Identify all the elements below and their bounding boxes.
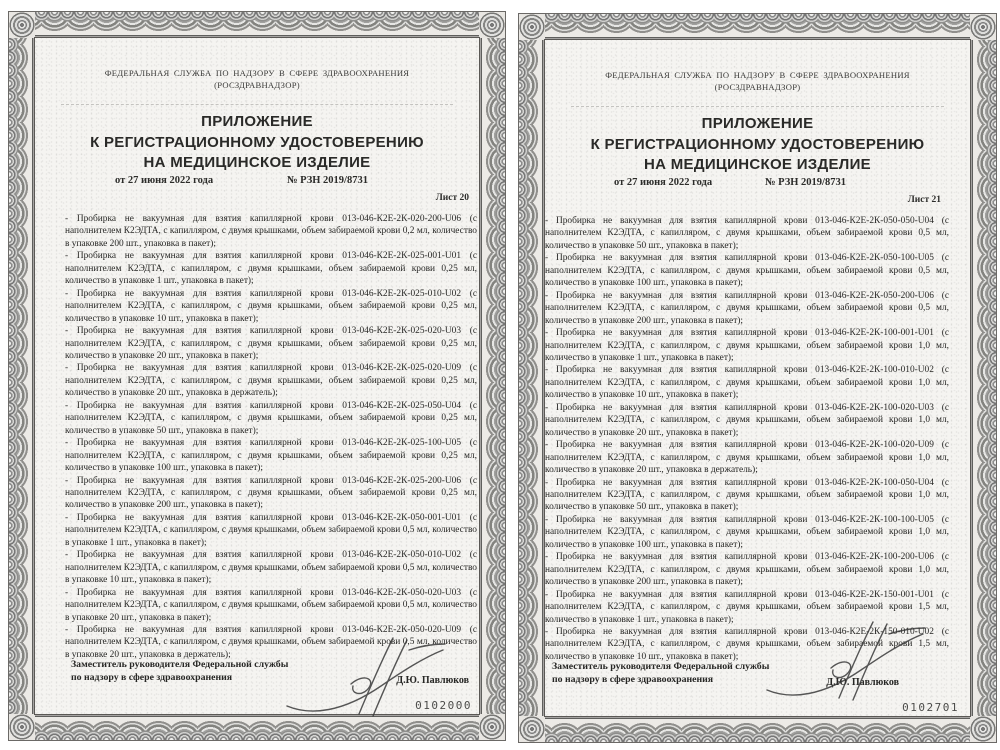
item-entry: - Пробирка не вакуумная для взятия капиллярной крови 013-046-К2Е-2К-020-200-U06 (с наполнителем К2ЭДТА, с капилляром, с двумя крышками, объем забираемой крови 0,2 мл, количество в упаковке 200 шт., упаковка в пакет); [65,214,477,249]
org-name: ФЕДЕРАЛЬНАЯ СЛУЖБА ПО НАДЗОРУ В СФЕРЕ ЗДРАВООХРАНЕНИЯ [104,68,410,78]
item-list [65,213,477,661]
item-entry: - Пробирка не вакуумная для взятия капиллярной крови 013-046-К2Е-2К-025-020-U03 (с наполнителем К2ЭДТА, с капилляром, с двумя крышками, объем забираемой крови 0,25 мл, количество в упаковке 20 шт., упаковка в пакет); [65,326,477,361]
item-entry: - Пробирка не вакуумная для взятия капиллярной крови 013-046-К2Е-2К-050-010-U02 (с наполнителем К2ЭДТА, с капилляром, с двумя крышками, объем забираемой крови 0,5 мл, количество в упаковке 10 шт., упаковка в пакет); [65,550,477,586]
item-entry: - Пробирка не вакуумная для взятия капиллярной крови 013-046-К2Е-2К-100-001-U01 (с наполнителем К2ЭДТА, с капилляром, с двумя крышками, объем забираемой крови 1,0 мл, количество в упаковке 1 шт., упаковка в пакет); [545,328,949,363]
sheet-number: Лист 20 [435,193,469,203]
appendix-title [539,114,976,176]
item-entry: - Пробирка не вакуумная для взятия капиллярной крови 013-046-К2Е-2К-025-020-U09 (с наполнителем К2ЭДТА, с капилляром, с двумя крышками, объем забираемой крови 0,25 мл, количество в упаковке 20 шт., упаковка в держатель); [65,363,477,399]
signatory-role [71,659,288,684]
item-entry: - Пробирка не вакуумная для взятия капиллярной крови 013-046-К2Е-2К-150-001-U01 (с наполнителем К2ЭДТА, с капилляром, с двумя крышками, объем забираемой крови 1,5 мл, количество в упаковке 1 шт., упаковка в пакет); [545,589,949,625]
certificate-date: от 27 июня 2022 года [115,175,214,186]
header-divider [61,104,453,105]
serial-number: 0102701 [902,701,959,714]
signatory-role-line1: Заместитель руководителя Федеральной службы [71,659,289,670]
item-entry: - Пробирка не вакуумная для взятия капиллярной крови 013-046-К2Е-2К-100-050-U04 (с наполнителем К2ЭДТА, с капилляром, с двумя крышками, объем забираемой крови 1,0 мл, количество в упаковке 50 шт., упаковка в пакет); [545,477,949,513]
certificate-page-right [518,13,997,743]
page-content [9,12,505,740]
item-entry: - Пробирка не вакуумная для взятия капиллярной крови 013-046-К2Е-2К-050-020-U09 (с наполнителем К2ЭДТА, с капилляром, с двумя крышками, объем забираемой крови 0,5 мл, количество в упаковке 20 шт., упаковка в держатель); [65,624,477,660]
item-list [545,215,949,663]
certificate-meta-row [9,175,505,189]
certificate-number: № РЗН 2019/8731 [287,175,368,186]
org-abbr: (РОСЗДРАВНАДЗОР) [214,80,300,90]
signatory-name: Д.Ю. Павлюков [826,677,899,688]
org-name: ФЕДЕРАЛЬНАЯ СЛУЖБА ПО НАДЗОРУ В СФЕРЕ ЗДРАВООХРАНЕНИЯ [605,70,910,80]
title-line-3: НА МЕДИЦИНСКОЕ ИЗДЕЛИЕ [143,154,371,171]
serial-number: 0102000 [415,699,472,712]
page-content [519,14,996,742]
signatory-role-line2: по надзору в сфере здравоохранения [71,671,233,683]
handwritten-signature-icon [761,612,931,704]
certificate-number: № РЗН 2019/8731 [765,177,846,188]
item-entry: - Пробирка не вакуумная для взятия капиллярной крови 013-046-К2Е-2К-025-200-U06 (с наполнителем К2ЭДТА, с капилляром, с двумя крышками, объем забираемой крови 0,25 мл, количество в упаковке 200 шт., упаковка в пакет); [65,475,477,511]
org-abbr: (РОСЗДРАВНАДЗОР) [714,82,801,92]
item-entry: - Пробирка не вакуумная для взятия капиллярной крови 013-046-К2Е-2К-025-001-U01 (с наполнителем К2ЭДТА, с капилляром, с двумя крышками, объем забираемой крови 0,25 мл, количество в упаковке 1 шт., упаковка в пакет); [65,251,477,287]
item-entry: - Пробирка не вакуумная для взятия капиллярной крови 013-046-К2Е-2К-025-050-U04 (с наполнителем К2ЭДТА, с капилляром, с двумя крышками, объем забираемой крови 0,25 мл, количество в упаковке 50 шт., упаковка в пакет); [65,400,477,436]
sheet-number: Лист 21 [907,195,941,205]
item-entry: - Пробирка не вакуумная для взятия капиллярной крови 013-046-К2Е-2К-025-010-U02 (с наполнителем К2ЭДТА, с капилляром, с двумя крышками, объем забираемой крови 0,25 мл, количество в упаковке 10 шт., упаковка в пакет); [65,288,477,324]
certificate-date: от 27 июня 2022 года [614,177,713,188]
item-entry: - Пробирка не вакуумная для взятия капиллярной крови 013-046-К2Е-2К-100-100-U05 (с наполнителем К2ЭДТА, с капилляром, с двумя крышками, объем забираемой крови 1,0 мл, количество в упаковке 100 шт., упаковка в пакет); [545,514,949,550]
item-entry: - Пробирка не вакуумная для взятия капиллярной крови 013-046-К2Е-2К-050-100-U05 (с наполнителем К2ЭДТА, с капилляром, с двумя крышками, объем забираемой крови 0,5 мл, количество в упаковке 100 шт., упаковка в пакет); [545,253,949,289]
item-entry: - Пробирка не вакуумная для взятия капиллярной крови 013-046-К2Е-2К-100-020-U09 (с наполнителем К2ЭДТА, с капилляром, с двумя крышками, объем забираемой крови 1,0 мл, количество в упаковке 20 шт., упаковка в держатель); [545,440,949,476]
item-entry: - Пробирка не вакуумная для взятия капиллярной крови 013-046-К2Е-2К-100-200-U06 (с наполнителем К2ЭДТА, с капилляром, с двумя крышками, объем забираемой крови 1,0 мл, количество в упаковке 200 шт., упаковка в пакет); [545,552,949,588]
signatory-role [552,661,769,686]
signatory-role-line1: Заместитель руководителя Федеральной службы [552,661,770,672]
item-entry: - Пробирка не вакуумная для взятия капиллярной крови 013-046-К2Е-2К-100-020-U03 (с наполнителем К2ЭДТА, с капилляром, с двумя крышками, объем забираемой крови 1,0 мл, количество в упаковке 20 шт., упаковка в пакет); [545,402,949,438]
title-line-1: ПРИЛОЖЕНИЕ [201,113,313,130]
item-entry: - Пробирка не вакуумная для взятия капиллярной крови 013-046-К2Е-2К-150-010-U02 (с наполнителем К2ЭДТА, с капилляром, с двумя крышками, объем забираемой крови 1,5 мл, количество в упаковке 10 шт., упаковка в пакет); [545,626,949,662]
item-entry: - Пробирка не вакуумная для взятия капиллярной крови 013-046-К2Е-2К-050-050-U04 (с наполнителем К2ЭДТА, с капилляром, с двумя крышками, объем забираемой крови 0,5 мл, количество в упаковке 50 шт., упаковка в пакет); [545,216,949,251]
certificate-meta-row [519,177,996,191]
title-line-1: ПРИЛОЖЕНИЕ [701,115,814,132]
item-entry: - Пробирка не вакуумная для взятия капиллярной крови 013-046-К2Е-2К-050-020-U03 (с наполнителем К2ЭДТА, с капилляром, с двумя крышками, объем забираемой крови 0,5 мл, количество в упаковке 20 шт., упаковка в пакет); [65,587,477,623]
signatory-role-line2: по надзору в сфере здравоохранения [552,673,714,685]
header-divider [571,106,944,107]
item-entry: - Пробирка не вакуумная для взятия капиллярной крови 013-046-К2Е-2К-025-100-U05 (с наполнителем К2ЭДТА, с капилляром, с двумя крышками, объем забираемой крови 0,25 мл, количество в упаковке 100 шт., упаковка в пакет); [65,438,477,474]
appendix-title [29,112,485,174]
handwritten-signature-icon [281,628,451,720]
item-entry: - Пробирка не вакуумная для взятия капиллярной крови 013-046-К2Е-2К-050-200-U06 (с наполнителем К2ЭДТА, с капилляром, с двумя крышками, объем забираемой крови 0,5 мл, количество в упаковке 200 шт., упаковка в пакет); [545,290,949,326]
title-line-2: К РЕГИСТРАЦИОННОМУ УДОСТОВЕРЕНИЮ [590,135,925,153]
title-line-2: К РЕГИСТРАЦИОННОМУ УДОСТОВЕРЕНИЮ [90,133,424,151]
item-entry: - Пробирка не вакуумная для взятия капиллярной крови 013-046-К2Е-2К-050-001-U01 (с наполнителем К2ЭДТА, с капилляром, с двумя крышками, объем забираемой крови 0,5 мл, количество в упаковке 1 шт., упаковка в пакет); [65,512,477,548]
certificate-page-left [8,11,506,741]
signatory-name: Д.Ю. Павлюков [396,675,469,686]
title-line-3: НА МЕДИЦИНСКОЕ ИЗДЕЛИЕ [644,156,871,173]
item-entry: - Пробирка не вакуумная для взятия капиллярной крови 013-046-К2Е-2К-100-010-U02 (с наполнителем К2ЭДТА, с капилляром, с двумя крышками, объем забираемой крови 1,0 мл, количество в упаковке 10 шт., упаковка в пакет); [545,365,949,401]
